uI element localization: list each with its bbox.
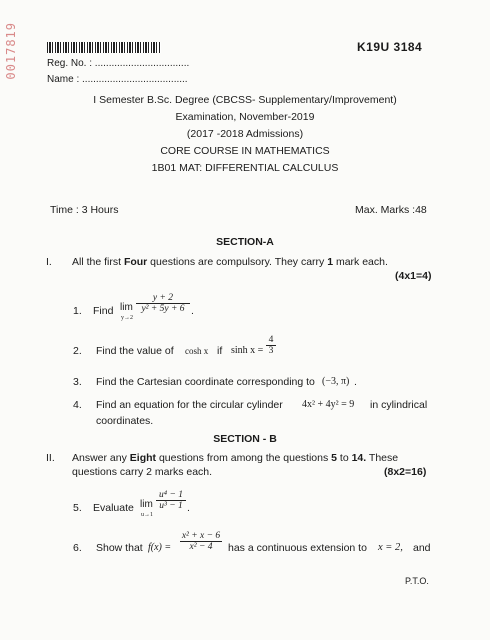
q2-function: cosh x: [185, 346, 209, 356]
q5-lim: lim: [140, 499, 153, 510]
q1-fraction: [136, 293, 190, 314]
max-marks-label: Max. Marks :48: [355, 204, 427, 216]
q1-denominator: y² + 5y + 6: [141, 304, 185, 314]
section-b-roman: II.: [46, 452, 55, 464]
exam-title-line5: 1B01 MAT: DIFFERENTIAL CALCULUS: [151, 162, 339, 174]
q6-number: 6.: [73, 542, 82, 554]
section-b-marks: (8x2=16): [384, 466, 427, 478]
q1-number: 1.: [73, 305, 82, 317]
q4-equation: 4x² + 4y² = 9: [302, 399, 355, 410]
reg-no-field: Reg. No. : ..................................: [47, 58, 190, 69]
q5-lim-sub: u→1: [141, 512, 153, 518]
q6-denominator: x² − 4: [189, 542, 213, 552]
q2-expression: sinh x =: [231, 345, 264, 356]
q6-and: and: [413, 542, 431, 554]
barcode: [47, 42, 161, 53]
q6-function: f(x) =: [148, 542, 172, 553]
section-b-title: SECTION - B: [213, 433, 277, 445]
q5-fraction: [156, 490, 186, 511]
time-label: Time : 3 Hours: [50, 204, 119, 216]
q2-fraction: [266, 335, 276, 356]
section-b-instruction-line2: questions carry 2 marks each.: [72, 466, 213, 478]
q5-text: Evaluate: [93, 502, 134, 514]
q1-numerator: y + 2: [152, 293, 174, 303]
q4-line1: Find an equation for the circular cylinder: [96, 399, 283, 411]
q2-if: if: [217, 345, 223, 357]
serial-number: 0017819: [4, 22, 18, 80]
q5-end: .: [187, 502, 190, 514]
exam-title-line4: CORE COURSE IN MATHEMATICS: [160, 145, 330, 157]
section-a-roman: I.: [46, 256, 52, 268]
q1-text: Find: [93, 305, 114, 317]
q4-line2: coordinates.: [96, 415, 154, 427]
pto-label: P.T.O.: [405, 576, 429, 586]
q4-number: 4.: [73, 399, 82, 411]
q2-text: Find the value of: [96, 345, 174, 357]
exam-title-line2: Examination, November-2019: [175, 111, 315, 123]
q2-number: 2.: [73, 345, 82, 357]
q1-lim: lim: [120, 302, 133, 313]
name-field: Name : ......................................: [47, 74, 188, 85]
section-a-marks: (4x1=4): [395, 270, 432, 282]
q5-numerator: u⁴ − 1: [159, 490, 183, 500]
q6-text: Show that: [96, 542, 143, 554]
q2-numerator: 4: [268, 335, 274, 345]
q6-numerator: x² + x − 6: [181, 531, 221, 541]
exam-title-line3: (2017 -2018 Admissions): [186, 128, 304, 140]
q3-text: Find the Cartesian coordinate corresponding to: [96, 376, 315, 388]
q1-lim-sub: y→2: [121, 315, 133, 321]
q3-number: 3.: [73, 376, 82, 388]
q1-end: .: [191, 305, 194, 317]
q5-denominator: u³ − 1: [159, 501, 183, 511]
q4-line1-end: in cylindrical: [370, 399, 428, 411]
q6-continuation: has a continuous extension to: [228, 542, 367, 554]
exam-title-line1: I Semester B.Sc. Degree (CBCSS- Supplementary/Improvement): [93, 94, 397, 106]
q3-point: (−3, π): [322, 376, 350, 387]
section-a-instruction: All the first Four questions are compulsory. They carry 1 mark each.: [72, 256, 388, 268]
q6-x-value: x = 2,: [378, 542, 403, 553]
section-b-instruction-line1: Answer any Eight questions from among the questions 5 to 14. These: [72, 452, 399, 464]
q3-end: .: [354, 376, 357, 388]
paper-code: K19U 3184: [357, 40, 423, 54]
q6-fraction: [180, 531, 222, 552]
q5-number: 5.: [73, 502, 82, 514]
section-a-title: SECTION-A: [216, 236, 274, 248]
q2-denominator: 3: [268, 346, 274, 356]
